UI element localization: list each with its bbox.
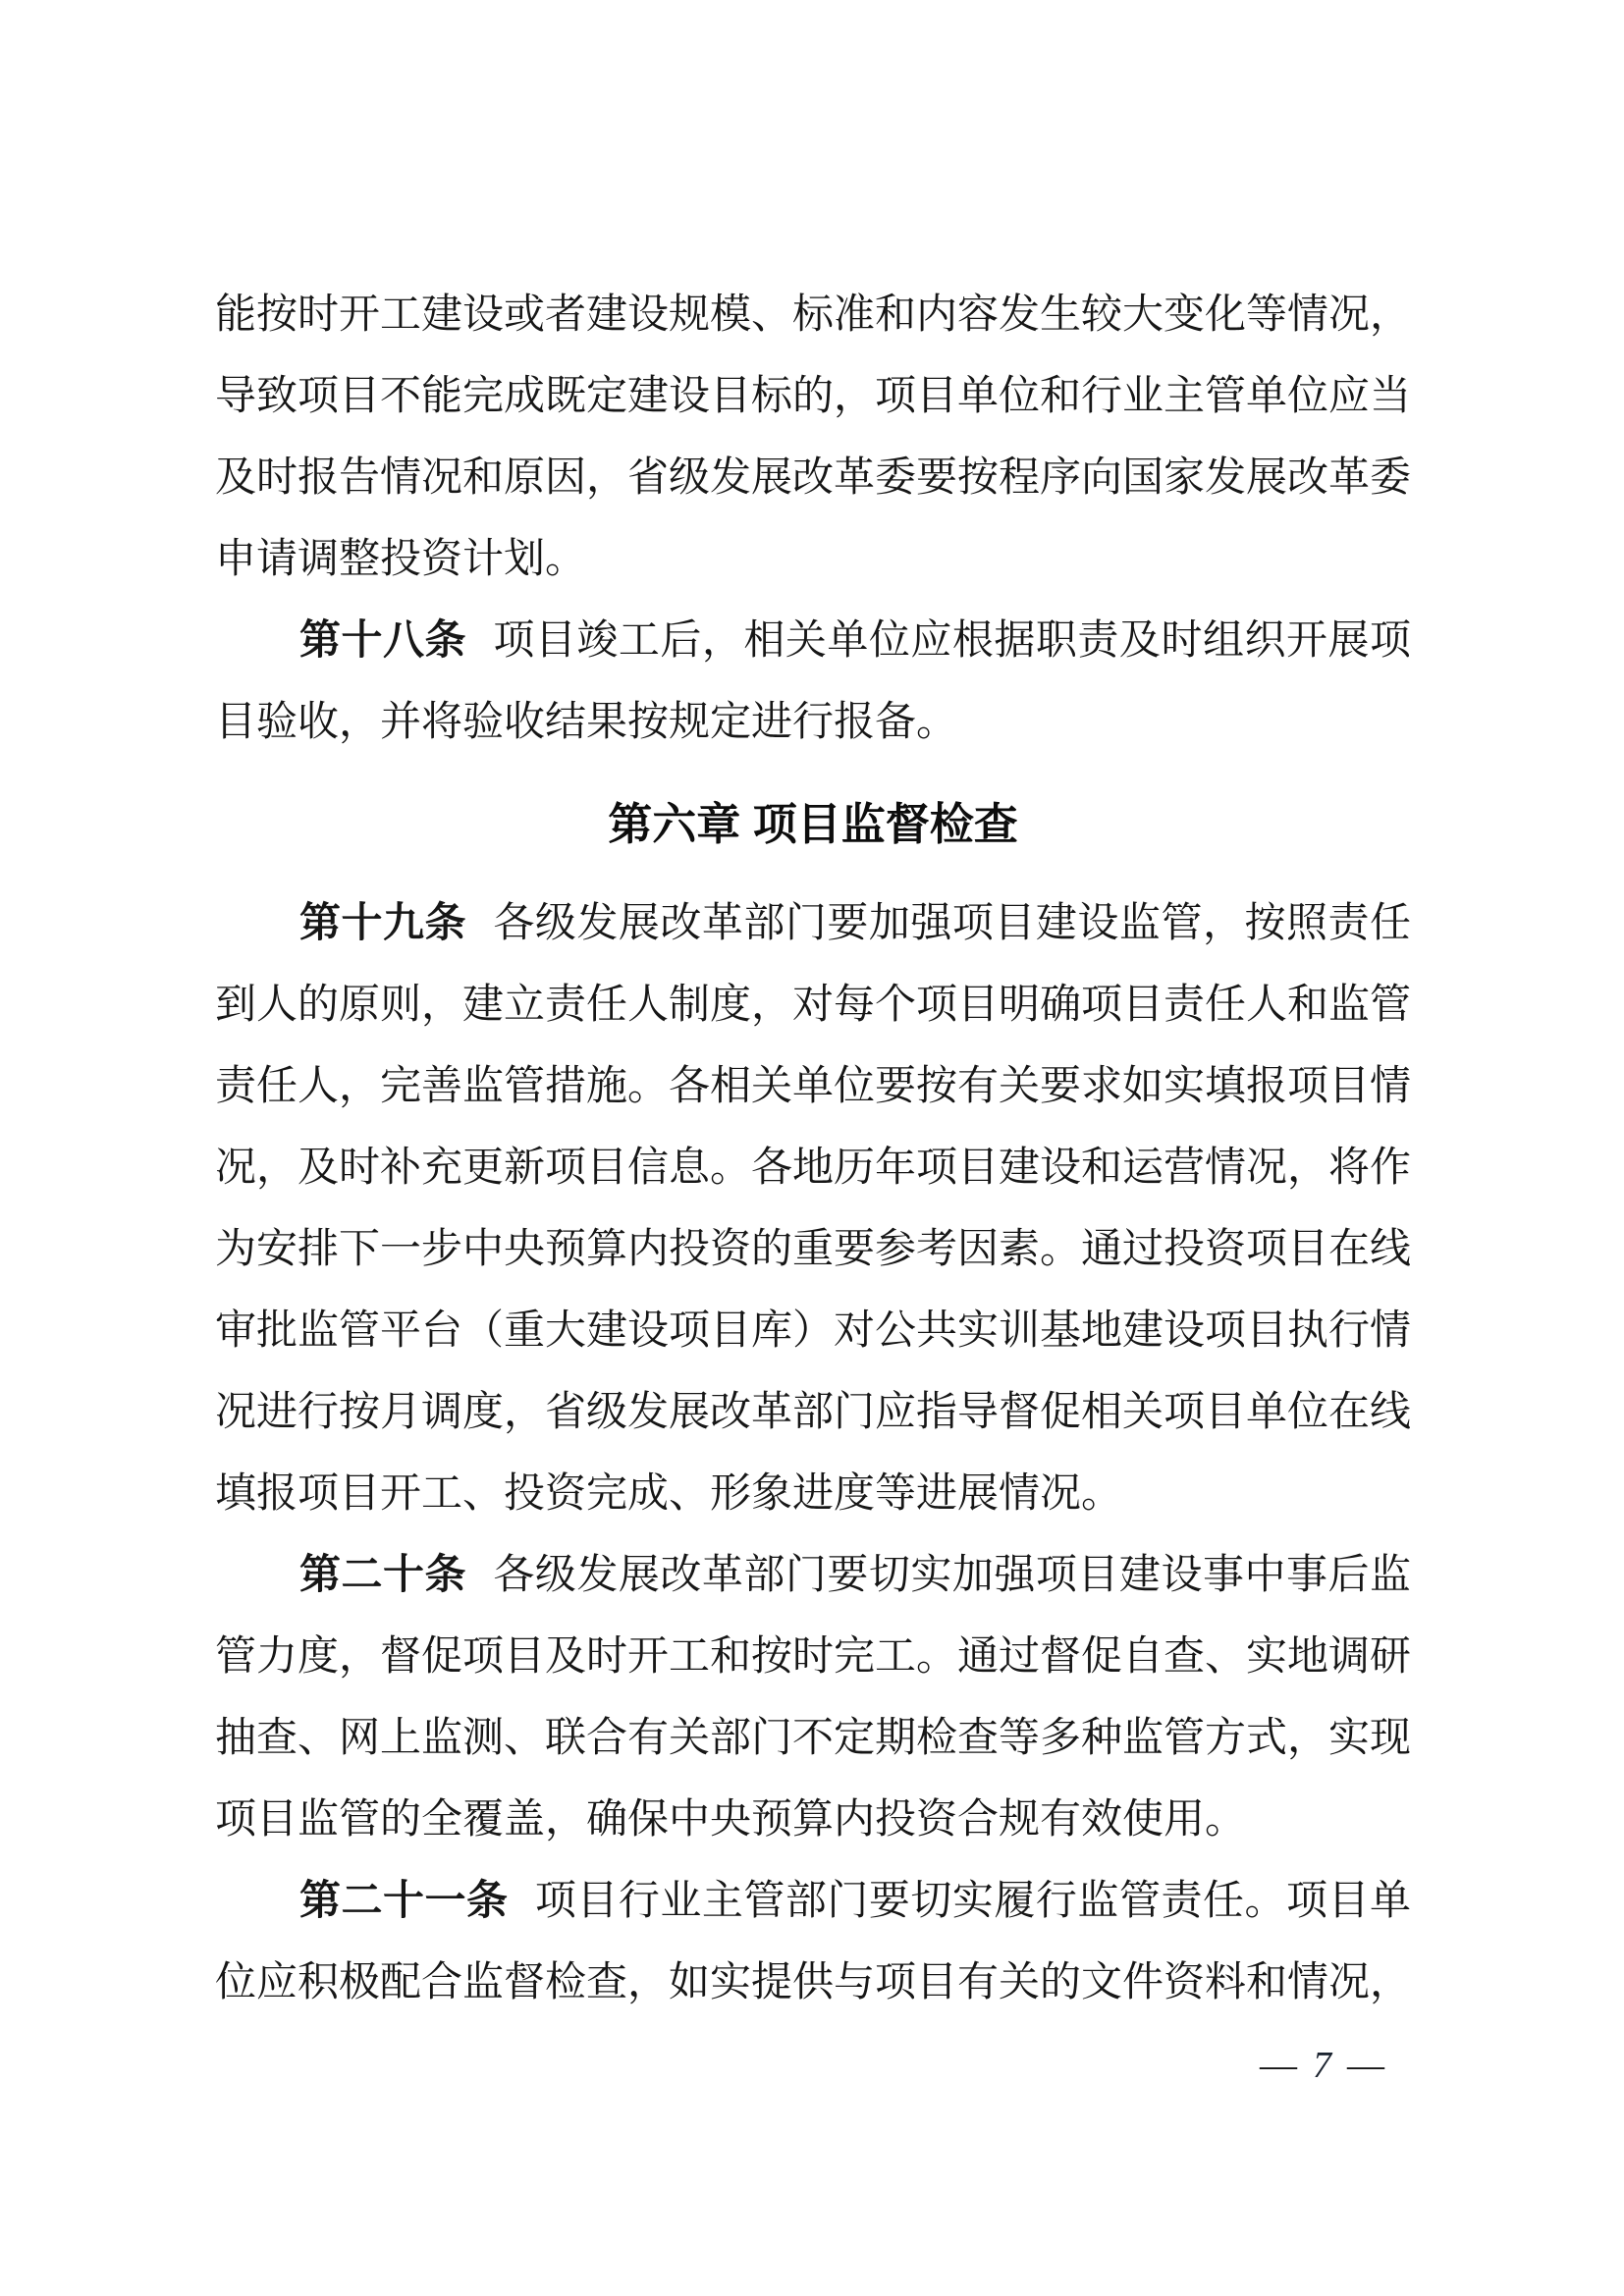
article-number: 第二十一条: [299, 1879, 509, 1924]
body-line-text: 申请调整投资计划。: [215, 537, 587, 582]
body-line-text: 及时报告情况和原因，省级发展改革委要按程序向国家发展改革委: [215, 455, 1412, 501]
body-line: [215, 1698, 1411, 1780]
body-line-text: 能按时开工建设或者建设规模、标准和内容发生较大变化等情况，: [215, 293, 1412, 338]
body-line: [215, 1291, 1411, 1372]
body-line: [215, 519, 1411, 601]
footer-dash-left: —: [1260, 2045, 1297, 2086]
body-line-text: 责任人，完善监管措施。各相关单位要按有关要求如实填报项目情: [215, 1064, 1412, 1109]
body-line-text: 各级发展改革部门要切实加强项目建设事中事后监: [493, 1553, 1411, 1598]
body-line-text: 各级发展改革部门要加强项目建设监管，按照责任: [493, 901, 1411, 946]
body-line: [215, 1780, 1411, 1861]
body-line-text: 为安排下一步中央预算内投资的重要参考因素。通过投资项目在线: [215, 1227, 1412, 1272]
body-line: [215, 1943, 1411, 2024]
body-line: [215, 438, 1411, 519]
chapter-heading: 第六章 项目监督检查: [608, 799, 1018, 849]
body-line: [215, 883, 1411, 965]
body-line: [215, 1209, 1411, 1291]
body-line-text: 管力度，督促项目及时开工和按时完工。通过督促自查、实地调研: [215, 1634, 1412, 1680]
body-line-text: 到人的原则，建立责任人制度，对每个项目明确项目责任人和监管: [215, 983, 1412, 1028]
body-line: [215, 1046, 1411, 1128]
body-line: [215, 1617, 1411, 1698]
body-line-text: 目验收，并将验收结果按规定进行报备。: [215, 700, 958, 745]
body-line-text: 项目监管的全覆盖，确保中央预算内投资合规有效使用。: [215, 1797, 1247, 1842]
body-line: [215, 1454, 1411, 1535]
body-line: [215, 1372, 1411, 1454]
body-line-text: 抽查、网上监测、联合有关部门不定期检查等多种监管方式，实现: [215, 1716, 1412, 1761]
body-line-text: 导致项目不能完成既定建设目标的，项目单位和行业主管单位应当: [215, 374, 1412, 419]
body-line-text: 填报项目开工、投资完成、形象进度等进展情况。: [215, 1471, 1123, 1517]
body-line: [215, 1535, 1411, 1617]
page-number: 7: [1313, 2045, 1331, 2086]
body-line-text: 位应积极配合监督检查，如实提供与项目有关的文件资料和情况，: [215, 1960, 1412, 2005]
body-line-text: 况，及时补充更新项目信息。各地历年项目建设和运营情况，将作: [215, 1146, 1412, 1191]
body-line: [215, 1128, 1411, 1209]
body-line-text: 审批监管平台（重大建设项目库）对公共实训基地建设项目执行情: [215, 1308, 1412, 1354]
body-line-text: 项目竣工后，相关单位应根据职责及时组织开展项: [493, 618, 1411, 664]
body-line: [215, 356, 1411, 438]
body-line: [215, 275, 1411, 356]
body-line: [215, 682, 1411, 764]
page-footer: [1260, 2044, 1384, 2087]
body-line: [215, 601, 1411, 682]
body-line-text: 项目行业主管部门要切实履行监管责任。项目单: [534, 1879, 1411, 1924]
body-line: [215, 1861, 1411, 1943]
document-body: [215, 275, 1411, 2024]
body-line: [215, 965, 1411, 1046]
footer-dash-right: —: [1347, 2045, 1384, 2086]
body-line-text: 况进行按月调度，省级发展改革部门应指导督促相关项目单位在线: [215, 1390, 1412, 1435]
article-number: 第二十条: [299, 1553, 467, 1598]
article-number: 第十九条: [299, 901, 467, 946]
article-number: 第十八条: [299, 618, 467, 664]
